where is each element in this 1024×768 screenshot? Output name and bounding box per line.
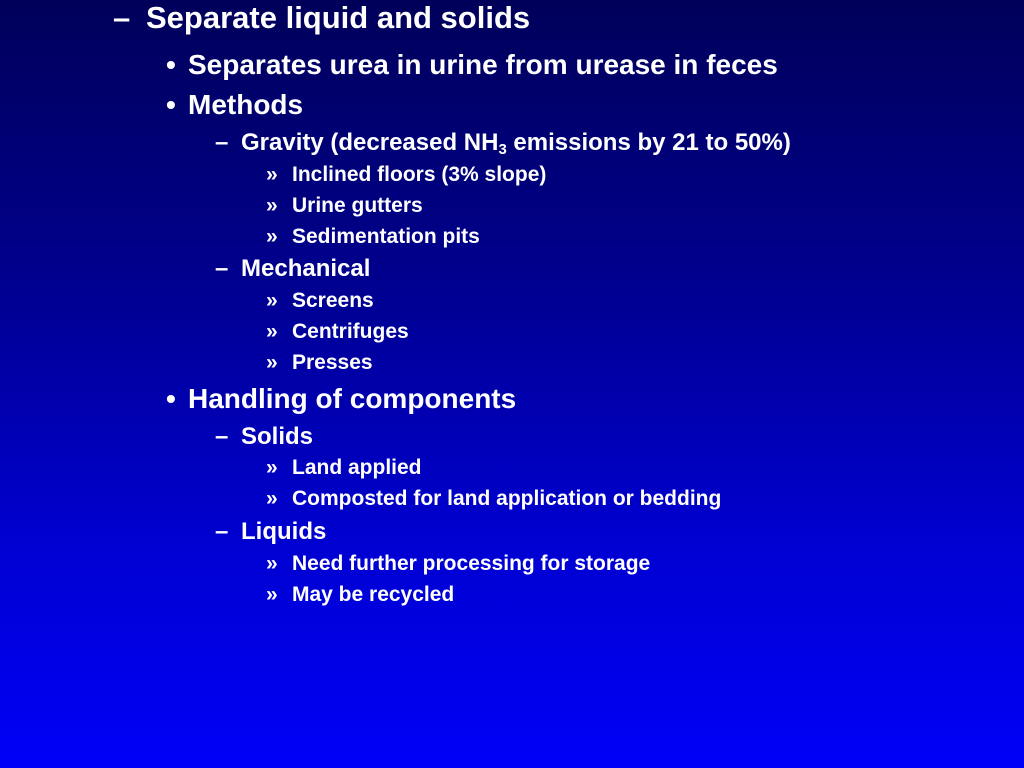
- bullet-methods-text: Methods: [188, 89, 304, 120]
- detail-sedimentation-pits: [266, 225, 480, 249]
- subitem-gravity-text: [241, 129, 791, 157]
- dash-marker: –: [215, 129, 229, 156]
- bullet-handling-text: Handling of components: [188, 383, 517, 414]
- detail-urine-gutters: [266, 194, 423, 218]
- chevron-marker: »: [266, 225, 278, 248]
- bullet-methods: [166, 89, 303, 121]
- detail-screens: [266, 289, 374, 313]
- dash-marker: –: [215, 518, 229, 545]
- chevron-marker: »: [266, 320, 278, 343]
- detail-land-applied: [266, 456, 422, 480]
- detail-text: Screens: [292, 289, 374, 312]
- chevron-marker: »: [266, 351, 278, 374]
- detail-text: Land applied: [292, 456, 422, 479]
- bullet-separates: [166, 49, 778, 81]
- subitem-mechanical-text: Mechanical: [241, 255, 371, 282]
- chevron-marker: »: [266, 487, 278, 510]
- dash-marker: –: [113, 0, 131, 35]
- detail-text: Sedimentation pits: [292, 225, 480, 248]
- bullet-separates-text: Separates urea in urine from urease in feces: [188, 49, 778, 80]
- subitem-mechanical: [215, 255, 370, 283]
- bullet-handling: [166, 383, 516, 415]
- detail-text: Urine gutters: [292, 194, 423, 217]
- detail-text: May be recycled: [292, 583, 455, 606]
- gravity-text-before: Gravity (decreased NH: [241, 129, 499, 156]
- detail-text: Composted for land application or bedding: [292, 487, 722, 510]
- detail-text: Centrifuges: [292, 320, 409, 343]
- chevron-marker: »: [266, 163, 278, 186]
- dash-marker: –: [215, 255, 229, 282]
- dash-marker: –: [215, 423, 229, 450]
- chevron-marker: »: [266, 456, 278, 479]
- detail-centrifuges: [266, 320, 409, 344]
- chevron-marker: »: [266, 583, 278, 606]
- detail-inclined-floors: [266, 163, 546, 187]
- detail-presses: [266, 351, 373, 375]
- chevron-marker: »: [266, 552, 278, 575]
- bullet-marker: •: [166, 89, 176, 120]
- heading-text: Separate liquid and solids: [146, 0, 531, 35]
- detail-text: Presses: [292, 351, 373, 374]
- detail-text: Need further processing for storage: [292, 552, 651, 575]
- subitem-liquids: [215, 518, 326, 546]
- subitem-gravity: [215, 129, 791, 157]
- gravity-subscript: 3: [498, 142, 507, 159]
- heading-line: [113, 0, 530, 36]
- bullet-marker: •: [166, 383, 176, 414]
- detail-further-processing: [266, 552, 650, 576]
- chevron-marker: »: [266, 194, 278, 217]
- detail-composted: [266, 487, 721, 511]
- bullet-marker: •: [166, 49, 176, 80]
- detail-text: Inclined floors (3% slope): [292, 163, 547, 186]
- subitem-solids-text: Solids: [241, 423, 314, 450]
- subitem-solids: [215, 423, 313, 451]
- chevron-marker: »: [266, 289, 278, 312]
- detail-recycled: [266, 583, 454, 607]
- gravity-text-after: emissions by 21 to 50%): [506, 129, 791, 156]
- subitem-liquids-text: Liquids: [241, 518, 327, 545]
